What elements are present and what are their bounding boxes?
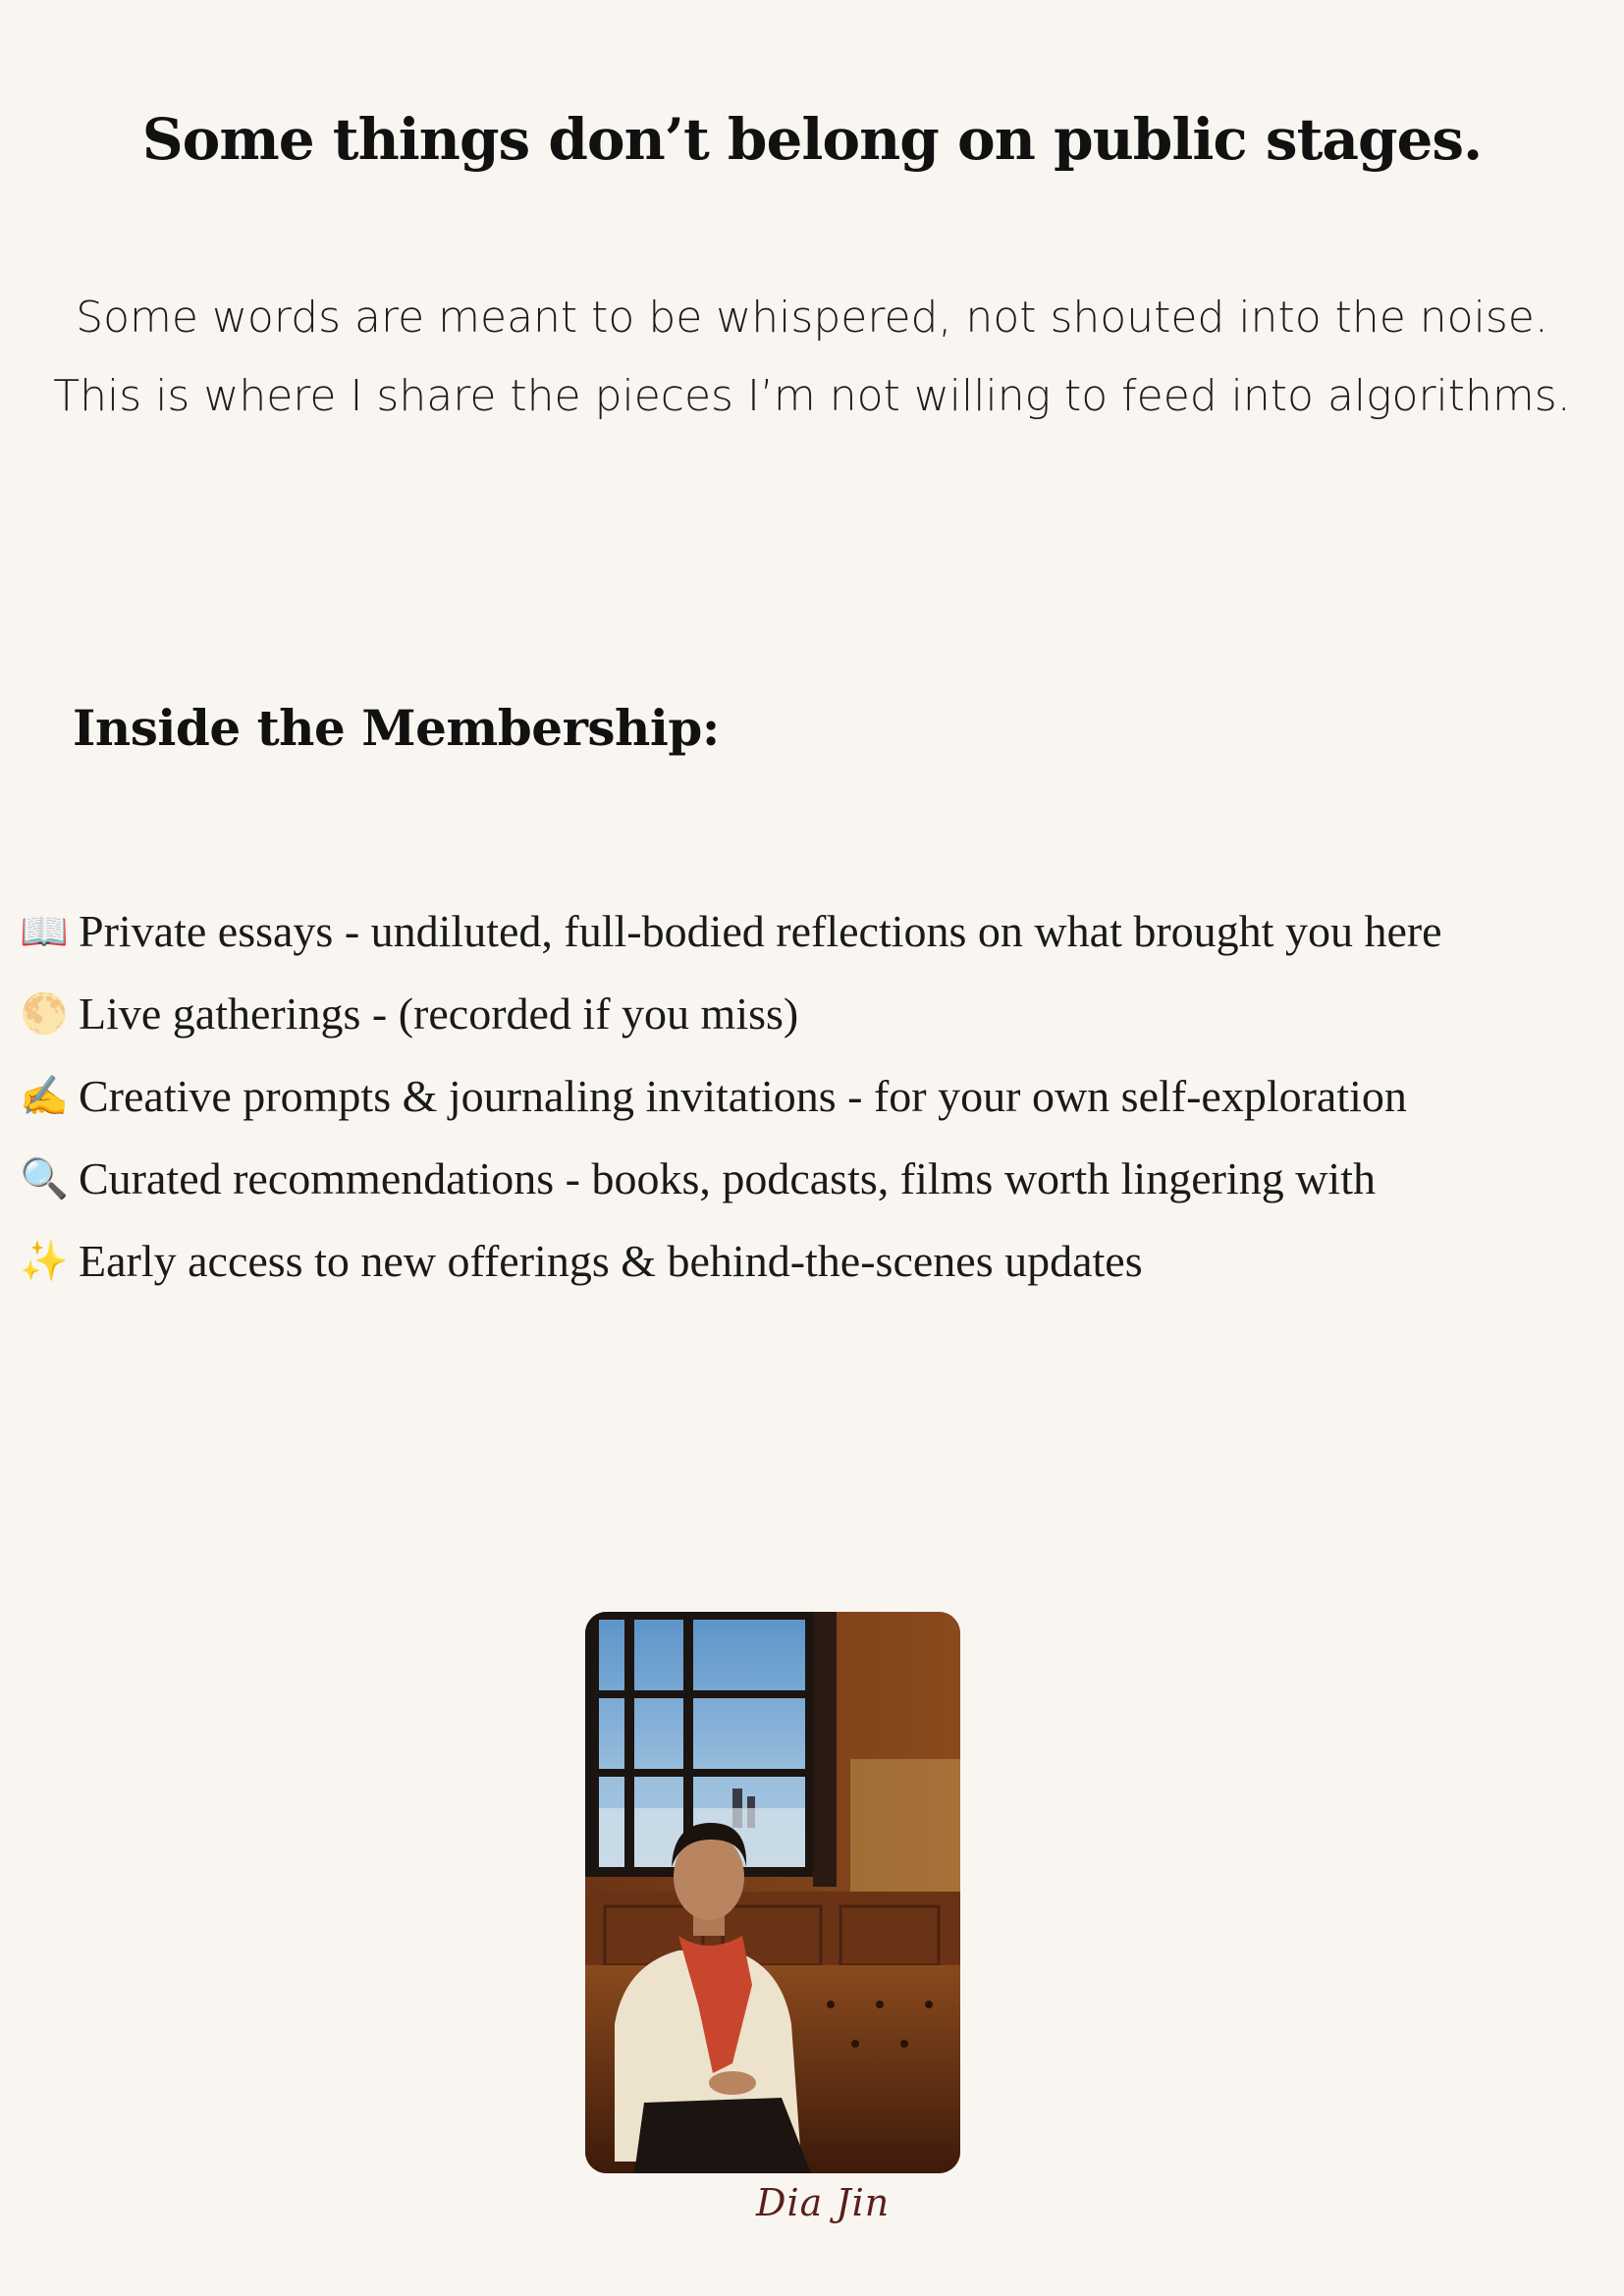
author-photo	[585, 1612, 960, 2173]
sparkles-icon: ✨	[20, 1238, 69, 1283]
membership-section-title: Inside the Membership:	[73, 699, 720, 757]
benefit-text: Private essays - undiluted, full-bodied reflections on what brought you here	[79, 905, 1442, 956]
author-signature: Dia Jin	[756, 2181, 891, 2224]
benefits-list	[20, 889, 1610, 1302]
intro-line-1: Some words are meant to be whispered, not shouted into the noise.	[76, 293, 1548, 343]
benefit-text: Live gatherings - (recorded if you miss)	[79, 988, 799, 1039]
magnifying-glass-icon: 🔍	[20, 1155, 69, 1201]
benefit-text: Curated recommendations - books, podcasts, films worth lingering with	[79, 1152, 1376, 1203]
benefit-private-essays	[20, 889, 1610, 972]
benefit-text: Creative prompts & journaling invitations - for your own self-exploration	[79, 1070, 1407, 1121]
benefit-live-gatherings	[20, 972, 1610, 1054]
benefit-text: Early access to new offerings & behind-the-scenes updates	[79, 1235, 1143, 1286]
benefit-creative-prompts	[20, 1054, 1610, 1137]
headline: Some things don’t belong on public stages.	[141, 106, 1483, 173]
open-book-icon: 📖	[20, 908, 69, 953]
author-photo-illustration	[585, 1612, 960, 2173]
full-moon-icon: 🌕	[20, 990, 69, 1036]
benefit-early-access	[20, 1219, 1610, 1302]
benefit-curated-recommendations	[20, 1137, 1610, 1219]
intro-line-2: This is where I share the pieces I’m not willing to feed into algorithms.	[53, 371, 1571, 421]
writing-hand-icon: ✍️	[20, 1073, 69, 1118]
